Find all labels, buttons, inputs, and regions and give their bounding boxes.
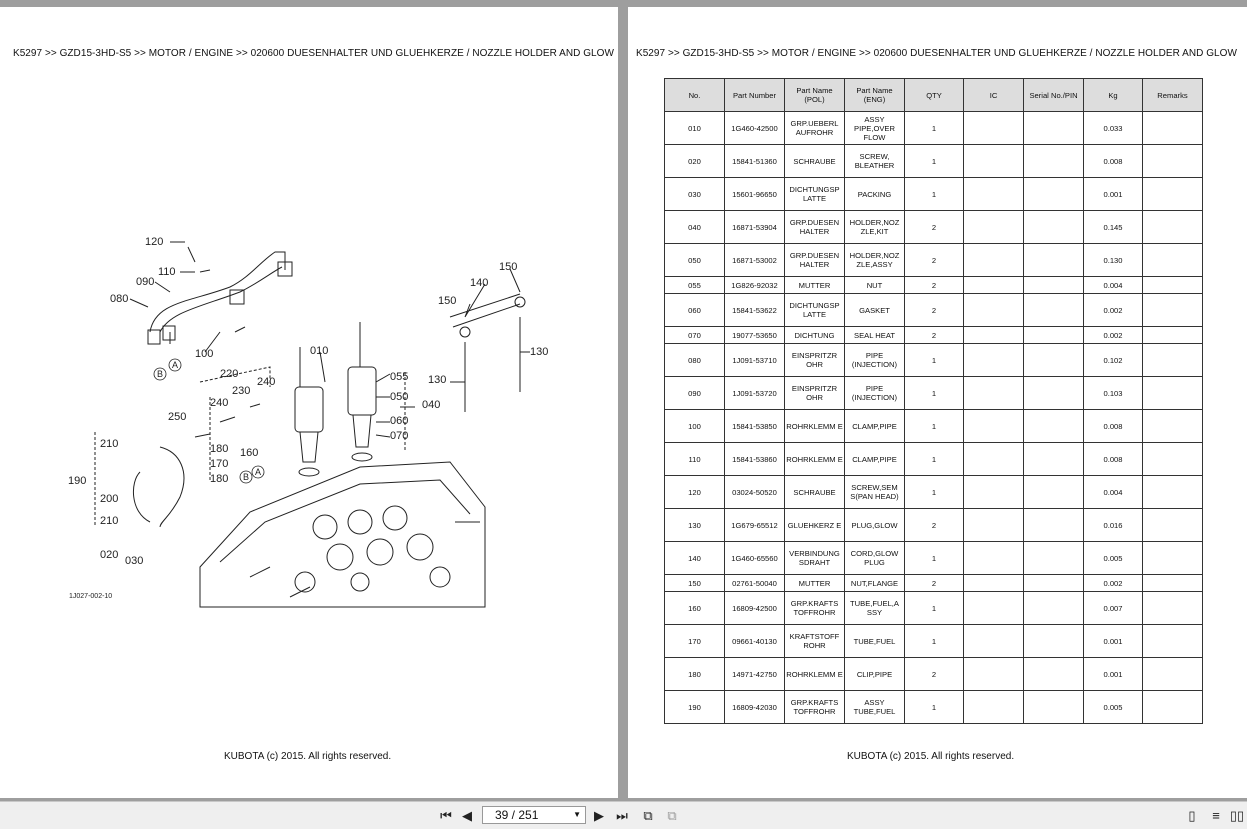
table-cell xyxy=(1024,377,1084,410)
table-cell: 15841-53850 xyxy=(725,410,785,443)
table-cell: 0.001 xyxy=(1084,178,1143,211)
column-header: Part Name (ENG) xyxy=(845,79,905,112)
svg-text:A: A xyxy=(255,467,262,477)
svg-text:160: 160 xyxy=(240,447,259,459)
table-cell xyxy=(1143,410,1203,443)
svg-text:240: 240 xyxy=(257,376,276,388)
svg-text:A: A xyxy=(172,360,179,370)
svg-text:150: 150 xyxy=(438,295,457,307)
svg-text:080: 080 xyxy=(110,293,129,305)
table-cell: 190 xyxy=(665,691,725,724)
table-cell: NUT xyxy=(845,277,905,294)
table-cell: PLUG,GLOW xyxy=(845,509,905,542)
table-cell: 2 xyxy=(905,244,964,277)
figure-reference: 1J027-002-10 xyxy=(69,593,113,600)
table-cell: HOLDER,NOZ ZLE,KIT xyxy=(845,211,905,244)
svg-text:130: 130 xyxy=(428,374,447,386)
table-row xyxy=(665,443,1203,476)
table-cell: GRP.DUESEN HALTER xyxy=(785,244,845,277)
table-cell xyxy=(1143,658,1203,691)
table-cell: 0.005 xyxy=(1084,542,1143,575)
table-cell: 1 xyxy=(905,592,964,625)
table-cell: ROHRKLEMM E xyxy=(785,410,845,443)
table-cell xyxy=(1024,327,1084,344)
svg-text:250: 250 xyxy=(168,411,187,423)
table-cell xyxy=(964,625,1024,658)
table-cell xyxy=(1024,476,1084,509)
column-header: Part Name (POL) xyxy=(785,79,845,112)
table-cell xyxy=(964,542,1024,575)
table-cell xyxy=(964,344,1024,377)
table-cell xyxy=(964,691,1024,724)
table-cell xyxy=(1143,476,1203,509)
svg-text:040: 040 xyxy=(422,399,441,411)
table-cell: 15841-53622 xyxy=(725,294,785,327)
table-cell xyxy=(1024,592,1084,625)
table-cell xyxy=(964,377,1024,410)
table-cell xyxy=(1024,112,1084,145)
table-cell: 080 xyxy=(665,344,725,377)
table-row xyxy=(665,377,1203,410)
table-cell: GRP.KRAFTS TOFFROHR xyxy=(785,691,845,724)
table-row xyxy=(665,592,1203,625)
table-cell: 0.001 xyxy=(1084,625,1143,658)
forward-view-icon[interactable]: ⧉ xyxy=(667,808,677,823)
table-cell xyxy=(1024,575,1084,592)
table-cell: 0.001 xyxy=(1084,658,1143,691)
table-cell: 140 xyxy=(665,542,725,575)
table-cell xyxy=(1024,443,1084,476)
table-cell: EINSPRITZR OHR xyxy=(785,377,845,410)
table-cell: 1 xyxy=(905,377,964,410)
table-cell: 2 xyxy=(905,575,964,592)
table-cell: PIPE (INJECTION) xyxy=(845,344,905,377)
table-cell xyxy=(1143,592,1203,625)
table-row xyxy=(665,294,1203,327)
chevron-down-icon: ▼ xyxy=(573,810,581,819)
table-cell: SCHRAUBE xyxy=(785,145,845,178)
svg-text:B: B xyxy=(157,369,164,379)
table-cell: SCREW,SEM S(PAN HEAD) xyxy=(845,476,905,509)
svg-text:070: 070 xyxy=(390,430,409,442)
back-view-icon[interactable]: ⧉ xyxy=(643,808,653,823)
table-row xyxy=(665,625,1203,658)
table-row xyxy=(665,112,1203,145)
table-cell: PIPE (INJECTION) xyxy=(845,377,905,410)
table-cell: HOLDER,NOZ ZLE,ASSY xyxy=(845,244,905,277)
table-cell: 1 xyxy=(905,112,964,145)
table-cell: 1 xyxy=(905,542,964,575)
table-cell: 15841-53860 xyxy=(725,443,785,476)
table-cell: MUTTER xyxy=(785,277,845,294)
svg-text:240: 240 xyxy=(210,397,229,409)
table-cell: GRP.UEBERL AUFROHR xyxy=(785,112,845,145)
table-cell: SCREW, BLEATHER xyxy=(845,145,905,178)
table-cell xyxy=(1024,294,1084,327)
table-row xyxy=(665,277,1203,294)
table-cell: CLAMP,PIPE xyxy=(845,410,905,443)
table-cell: 1J091-53720 xyxy=(725,377,785,410)
table-cell: VERBINDUNG SDRAHT xyxy=(785,542,845,575)
table-cell xyxy=(964,112,1024,145)
table-cell: 1 xyxy=(905,178,964,211)
table-cell: ASSY TUBE,FUEL xyxy=(845,691,905,724)
single-page-icon[interactable]: ▯ xyxy=(1188,808,1196,823)
table-cell: 2 xyxy=(905,327,964,344)
svg-text:130: 130 xyxy=(530,346,549,358)
table-row xyxy=(665,476,1203,509)
table-cell xyxy=(1024,244,1084,277)
table-cell: 1 xyxy=(905,145,964,178)
svg-text:030: 030 xyxy=(125,555,144,567)
table-cell: 150 xyxy=(665,575,725,592)
table-row xyxy=(665,410,1203,443)
page-number-select[interactable] xyxy=(482,806,586,824)
table-cell xyxy=(1024,145,1084,178)
table-cell: 0.008 xyxy=(1084,443,1143,476)
table-cell: NUT,FLANGE xyxy=(845,575,905,592)
table-cell: 020 xyxy=(665,145,725,178)
table-row xyxy=(665,145,1203,178)
svg-text:120: 120 xyxy=(145,236,164,248)
table-cell xyxy=(1143,377,1203,410)
table-cell: GRP.DUESEN HALTER xyxy=(785,211,845,244)
table-cell xyxy=(1143,575,1203,592)
table-cell: 040 xyxy=(665,211,725,244)
svg-text:090: 090 xyxy=(136,276,155,288)
table-cell xyxy=(964,476,1024,509)
table-cell: 0.005 xyxy=(1084,691,1143,724)
table-cell: 1 xyxy=(905,691,964,724)
table-cell xyxy=(1143,625,1203,658)
svg-text:220: 220 xyxy=(220,368,239,380)
page-right xyxy=(628,7,1247,798)
table-cell: CLAMP,PIPE xyxy=(845,443,905,476)
table-cell: 0.004 xyxy=(1084,476,1143,509)
table-cell: 0.002 xyxy=(1084,327,1143,344)
table-row xyxy=(665,542,1203,575)
table-cell xyxy=(1143,691,1203,724)
table-cell: 0.103 xyxy=(1084,377,1143,410)
table-cell: GASKET xyxy=(845,294,905,327)
column-header: Serial No./PIN xyxy=(1024,79,1084,112)
prev-page-icon[interactable]: ◀ xyxy=(462,808,472,823)
table-cell: EINSPRITZR OHR xyxy=(785,344,845,377)
table-cell xyxy=(1024,178,1084,211)
column-header: IC xyxy=(964,79,1024,112)
page-header: K5297 >> GZD15-3HD-S5 >> MOTOR / ENGINE >> 020600 DUESENHALTER UND GLUEHKERZE / NOZZLE HOLDER AND GLOW xyxy=(12,48,614,59)
table-cell xyxy=(1143,112,1203,145)
svg-text:180: 180 xyxy=(210,443,229,455)
svg-text:210: 210 xyxy=(100,515,119,527)
table-cell: SEAL HEAT xyxy=(845,327,905,344)
table-cell xyxy=(1024,211,1084,244)
table-cell: 15601-96650 xyxy=(725,178,785,211)
table-cell: DICHTUNGSP LATTE xyxy=(785,178,845,211)
svg-text:B: B xyxy=(243,472,250,482)
table-cell: 1G826-92032 xyxy=(725,277,785,294)
table-cell xyxy=(1024,344,1084,377)
table-cell: 170 xyxy=(665,625,725,658)
page-left xyxy=(0,7,618,798)
table-cell: 16809-42500 xyxy=(725,592,785,625)
table-cell: 180 xyxy=(665,658,725,691)
table-cell: 0.033 xyxy=(1084,112,1143,145)
table-cell: 16809-42030 xyxy=(725,691,785,724)
table-cell: 1 xyxy=(905,625,964,658)
table-cell: 1J091-53710 xyxy=(725,344,785,377)
table-cell xyxy=(1143,244,1203,277)
table-cell xyxy=(964,277,1024,294)
next-page-icon[interactable]: ▶ xyxy=(594,808,604,823)
table-cell: 2 xyxy=(905,211,964,244)
table-cell xyxy=(1024,691,1084,724)
table-cell: 120 xyxy=(665,476,725,509)
table-cell: 090 xyxy=(665,377,725,410)
parts-table xyxy=(664,78,1203,724)
table-cell: KRAFTSTOFF ROHR xyxy=(785,625,845,658)
table-cell xyxy=(964,244,1024,277)
svg-text:060: 060 xyxy=(390,415,409,427)
table-cell: 0.130 xyxy=(1084,244,1143,277)
table-cell xyxy=(1024,410,1084,443)
table-cell xyxy=(964,443,1024,476)
table-cell: 1G460-42500 xyxy=(725,112,785,145)
table-row xyxy=(665,178,1203,211)
table-cell xyxy=(1143,277,1203,294)
table-cell: 0.007 xyxy=(1084,592,1143,625)
table-cell: 055 xyxy=(665,277,725,294)
svg-text:010: 010 xyxy=(310,345,329,357)
svg-text:190: 190 xyxy=(68,475,87,487)
table-cell xyxy=(964,658,1024,691)
table-cell: 100 xyxy=(665,410,725,443)
svg-text:100: 100 xyxy=(195,348,214,360)
table-row xyxy=(665,244,1203,277)
diagram-callouts xyxy=(68,236,548,567)
table-row xyxy=(665,658,1203,691)
page-indicator: 39 / 251 xyxy=(495,808,539,822)
page-footer: KUBOTA (c) 2015. All rights reserved. xyxy=(224,751,392,762)
table-cell xyxy=(1024,625,1084,658)
table-cell: 2 xyxy=(905,658,964,691)
svg-text:110: 110 xyxy=(158,266,176,278)
table-cell xyxy=(964,410,1024,443)
table-cell xyxy=(1143,327,1203,344)
svg-text:150: 150 xyxy=(499,261,518,273)
table-cell: DICHTUNGSP LATTE xyxy=(785,294,845,327)
svg-text:170: 170 xyxy=(210,458,229,470)
table-cell xyxy=(1143,344,1203,377)
svg-text:050: 050 xyxy=(390,391,409,403)
table-cell: GRP.KRAFTS TOFFROHR xyxy=(785,592,845,625)
continuous-page-icon[interactable]: ≡ xyxy=(1212,808,1220,823)
table-cell: 0.002 xyxy=(1084,575,1143,592)
svg-text:210: 210 xyxy=(100,438,119,450)
table-cell: 2 xyxy=(905,509,964,542)
table-cell xyxy=(1024,658,1084,691)
table-row xyxy=(665,575,1203,592)
table-cell: 09661-40130 xyxy=(725,625,785,658)
table-row xyxy=(665,691,1203,724)
table-cell xyxy=(964,575,1024,592)
table-cell: ROHRKLEMM E xyxy=(785,443,845,476)
table-cell: 0.145 xyxy=(1084,211,1143,244)
table-cell: CORD,GLOW PLUG xyxy=(845,542,905,575)
svg-text:180: 180 xyxy=(210,473,229,485)
table-cell: 14971-42750 xyxy=(725,658,785,691)
svg-text:020: 020 xyxy=(100,549,119,561)
table-cell: 030 xyxy=(665,178,725,211)
table-row xyxy=(665,327,1203,344)
table-cell xyxy=(964,509,1024,542)
table-cell: 1 xyxy=(905,344,964,377)
table-cell: 2 xyxy=(905,277,964,294)
table-cell: CLIP,PIPE xyxy=(845,658,905,691)
page-footer: KUBOTA (c) 2015. All rights reserved. xyxy=(847,751,1015,762)
svg-text:200: 200 xyxy=(100,493,119,505)
table-cell: 2 xyxy=(905,294,964,327)
table-cell: SCHRAUBE xyxy=(785,476,845,509)
table-cell: 16871-53904 xyxy=(725,211,785,244)
table-cell xyxy=(1024,277,1084,294)
table-row xyxy=(665,211,1203,244)
table-cell xyxy=(1143,145,1203,178)
table-cell: 0.002 xyxy=(1084,294,1143,327)
table-cell: ROHRKLEMM E xyxy=(785,658,845,691)
table-cell xyxy=(964,211,1024,244)
pdf-viewer-toolbar xyxy=(0,801,1247,829)
table-cell: 0.016 xyxy=(1084,509,1143,542)
table-cell xyxy=(964,294,1024,327)
svg-text:055: 055 xyxy=(390,371,409,383)
table-cell xyxy=(1024,542,1084,575)
table-cell: 0.008 xyxy=(1084,410,1143,443)
column-header: Remarks xyxy=(1143,79,1203,112)
table-cell: TUBE,FUEL,A SSY xyxy=(845,592,905,625)
table-cell: MUTTER xyxy=(785,575,845,592)
table-header-row xyxy=(665,79,1203,112)
table-cell: 1G460-65560 xyxy=(725,542,785,575)
table-cell: 0.008 xyxy=(1084,145,1143,178)
exploded-parts-diagram xyxy=(60,222,549,617)
table-cell: 010 xyxy=(665,112,725,145)
table-cell: 1 xyxy=(905,443,964,476)
table-cell xyxy=(1143,443,1203,476)
table-cell: 160 xyxy=(665,592,725,625)
table-cell xyxy=(1143,211,1203,244)
table-cell xyxy=(1143,509,1203,542)
table-cell xyxy=(964,145,1024,178)
table-cell: 02761-50040 xyxy=(725,575,785,592)
table-cell: 1G679-65512 xyxy=(725,509,785,542)
table-cell: 0.102 xyxy=(1084,344,1143,377)
table-cell: 0.004 xyxy=(1084,277,1143,294)
svg-text:140: 140 xyxy=(470,277,489,289)
table-cell xyxy=(964,178,1024,211)
column-header: No. xyxy=(665,79,725,112)
table-cell: 1 xyxy=(905,476,964,509)
table-cell: 130 xyxy=(665,509,725,542)
table-cell: ASSY PIPE,OVER FLOW xyxy=(845,112,905,145)
table-cell: 070 xyxy=(665,327,725,344)
table-cell xyxy=(1143,178,1203,211)
page-header: K5297 >> GZD15-3HD-S5 >> MOTOR / ENGINE >> 020600 DUESENHALTER UND GLUEHKERZE / NOZZLE HOLDER AND GLOW xyxy=(635,48,1237,59)
table-cell: TUBE,FUEL xyxy=(845,625,905,658)
last-page-icon[interactable]: ⏭ xyxy=(616,808,628,823)
svg-text:230: 230 xyxy=(232,385,251,397)
first-page-icon[interactable]: ⏮ xyxy=(440,808,452,823)
table-cell: 15841-51360 xyxy=(725,145,785,178)
facing-page-icon[interactable]: ▯▯ xyxy=(1229,808,1245,823)
table-row xyxy=(665,509,1203,542)
column-header: QTY xyxy=(905,79,964,112)
table-cell xyxy=(964,327,1024,344)
table-cell: PACKING xyxy=(845,178,905,211)
table-cell: DICHTUNG xyxy=(785,327,845,344)
table-cell xyxy=(1143,294,1203,327)
table-cell: 050 xyxy=(665,244,725,277)
table-cell: 110 xyxy=(665,443,725,476)
table-cell: 16871-53002 xyxy=(725,244,785,277)
column-header: Part Number xyxy=(725,79,785,112)
table-cell: 060 xyxy=(665,294,725,327)
table-cell xyxy=(964,592,1024,625)
table-cell: GLUEHKERZ E xyxy=(785,509,845,542)
table-cell xyxy=(1024,509,1084,542)
table-cell: 19077-53650 xyxy=(725,327,785,344)
table-cell: 1 xyxy=(905,410,964,443)
table-cell xyxy=(1143,542,1203,575)
table-row xyxy=(665,344,1203,377)
column-header: Kg xyxy=(1084,79,1143,112)
table-cell: 03024-50520 xyxy=(725,476,785,509)
